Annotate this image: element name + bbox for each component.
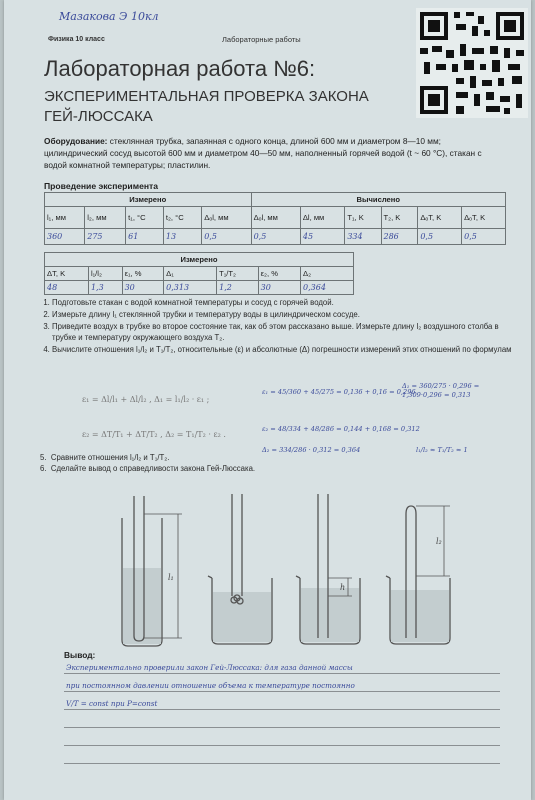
table-value-cell: 286 bbox=[381, 229, 418, 245]
procedure-step-6: 6. Сделайте вывод о справедливости закона Гей-Люссака. bbox=[40, 464, 256, 473]
table-header-cell: T₂, K bbox=[381, 207, 418, 229]
table-value-cell: 30 bbox=[258, 281, 300, 295]
page-subtitle-line2: ГЕЙ-ЛЮССАКА bbox=[44, 108, 153, 125]
table-value-cell: 0,5 bbox=[462, 229, 506, 245]
conclusion-line: Экспериментально проверили закон Гей-Люссака: для газа данной массы bbox=[66, 663, 353, 672]
table-value-cell: 13 bbox=[163, 229, 201, 245]
measurements-table bbox=[44, 192, 506, 245]
procedure-step-5: 5. Сравните отношения l₁/l₂ и T₁/T₂. bbox=[40, 453, 170, 462]
ruled-line bbox=[64, 727, 500, 728]
table-header-cell: Δ₂ bbox=[301, 267, 354, 281]
hw-calc-delta2: Δ₂ = 334/286 · 0,312 = 0,364 bbox=[262, 446, 361, 454]
procedure-step: 1. Подготовьте стакан с водой комнатной температуры и сосуд с горячей водой. bbox=[52, 297, 522, 308]
header-section: Лабораторные работы bbox=[222, 35, 301, 44]
table-header-cell: l₁, мм bbox=[45, 207, 85, 229]
table-value-cell: 360 bbox=[45, 229, 85, 245]
ratios-table bbox=[44, 252, 354, 295]
ruled-line bbox=[64, 691, 500, 692]
table-header-cell: ΔₒT, K bbox=[418, 207, 462, 229]
table-header-cell: Δl, мм bbox=[300, 207, 344, 229]
table-header-cell: l₁/l₂ bbox=[88, 267, 122, 281]
formula-epsilon1: ε₁ = Δl/l₁ + Δl/l₂ , Δ₁ = l₁/l₂ · ε₁ ; bbox=[82, 395, 210, 404]
table-value-cell: 45 bbox=[300, 229, 344, 245]
procedure-step: 2. Измерьте длину l₁ стеклянной трубки и температуру воды в цилиндрическом сосуде. bbox=[52, 309, 522, 320]
page-subtitle-line1: ЭКСПЕРИМЕНТАЛЬНАЯ ПРОВЕРКА ЗАКОНА bbox=[44, 88, 369, 105]
table-value-cell: 0,5 bbox=[251, 229, 300, 245]
table-header-cell: ε₂, % bbox=[258, 267, 300, 281]
table-value-cell: 0,313 bbox=[164, 281, 217, 295]
ruled-line bbox=[64, 709, 500, 710]
ruled-line bbox=[64, 745, 500, 746]
table-value-cell: 48 bbox=[45, 281, 89, 295]
table-value-cell: 275 bbox=[85, 229, 126, 245]
equipment-label: Оборудование: bbox=[44, 136, 108, 146]
table-header-cell: Δₒl, мм bbox=[202, 207, 251, 229]
conclusion-label: Вывод: bbox=[64, 650, 96, 660]
table-value-cell: 1,3 bbox=[88, 281, 122, 295]
table-value-cell: 1,2 bbox=[217, 281, 259, 295]
hw-calc-epsilon1: ε₁ = 45/360 + 45/275 = 0,136 + 0,16 = 0,296 bbox=[262, 388, 416, 396]
label-l1: l₁ bbox=[168, 573, 174, 582]
table-header-cell: T₁/T₂ bbox=[217, 267, 259, 281]
table-header-cell: l₂, мм bbox=[85, 207, 126, 229]
ruled-line bbox=[64, 763, 500, 764]
table-value-cell: 334 bbox=[345, 229, 381, 245]
equipment-text: стеклянная трубка, запаянная с одного конца, длиной 600 мм и диаметром 8—10 мм; цилиндрический сосуд высотой 600 мм и диаметром 40—50 мм, наполненный горячей водой (t ~ 60 °C), стакан с водой комнатной температуры; пластилин. bbox=[44, 136, 482, 170]
header-subject: Физика 10 класс bbox=[48, 36, 105, 43]
table-header-cell: Δ₁ bbox=[164, 267, 217, 281]
table-group-measured: Измерено bbox=[45, 193, 252, 207]
label-l2: l₂ bbox=[436, 537, 442, 546]
table-group-computed: Вычислено bbox=[251, 193, 505, 207]
table-value-cell: 0,5 bbox=[418, 229, 462, 245]
table-header-cell: ΔₒT, K bbox=[462, 207, 506, 229]
table-header-cell: t₂, °C bbox=[163, 207, 201, 229]
table-header-cell: ΔT, K bbox=[45, 267, 89, 281]
table-header-cell: t₁, °C bbox=[126, 207, 164, 229]
procedure-step: 3. Приведите воздух в трубке во второе состояние так, как об этом рассказано выше. Измерьте длину l₂ воздушного столба в трубке и температуру окружающего воздуха T₂. bbox=[52, 321, 522, 343]
page-title: Лабораторная работа №6: bbox=[44, 56, 316, 81]
section-experiment: Проведение эксперимента bbox=[44, 181, 159, 191]
worksheet-page bbox=[4, 0, 531, 800]
qr-code-icon bbox=[416, 8, 528, 118]
table-header-cell: Δₒl, мм bbox=[251, 207, 300, 229]
conclusion-line: при постоянном давлении отношение объема к температуре постоянно bbox=[66, 681, 355, 690]
table-header-cell: T₁, K bbox=[345, 207, 381, 229]
label-h: h bbox=[340, 583, 346, 592]
conclusion-line: V/T = const при P=const bbox=[66, 699, 158, 708]
table-header-cell: ε₁, % bbox=[122, 267, 164, 281]
table-group-measured-2: Измерено bbox=[45, 253, 354, 267]
apparatus-illustration bbox=[104, 488, 464, 658]
table-value-cell: 0,364 bbox=[301, 281, 354, 295]
formula-epsilon2: ε₂ = ΔT/T₁ + ΔT/T₂ , Δ₂ = T₁/T₂ · ε₂ . bbox=[82, 430, 226, 439]
procedure-step: 4. Вычислите отношения l₁/l₂ и T₁/T₂, относительные (ε) и абсолютные (Δ) погрешности измерений этих отношений по формулам bbox=[52, 344, 522, 355]
procedure-steps bbox=[34, 297, 522, 356]
table-value-cell: 61 bbox=[126, 229, 164, 245]
hw-calc-comparison: l₁/l₂ ≈ T₁/T₂ ≈ 1 bbox=[416, 446, 468, 454]
ruled-line bbox=[64, 673, 500, 674]
hw-calc-epsilon2: ε₂ = 48/334 + 48/286 = 0,144 + 0,168 = 0,312 bbox=[262, 425, 420, 433]
equipment-paragraph bbox=[44, 135, 504, 171]
table-value-cell: 30 bbox=[122, 281, 164, 295]
handwritten-name: Мазакова Э 10кл bbox=[59, 10, 159, 23]
hw-calc-delta1: Δ₁ = 360/275 · 0,296 = 1,309·0,296 = 0,313 bbox=[402, 382, 480, 399]
table-value-cell: 0,5 bbox=[202, 229, 251, 245]
